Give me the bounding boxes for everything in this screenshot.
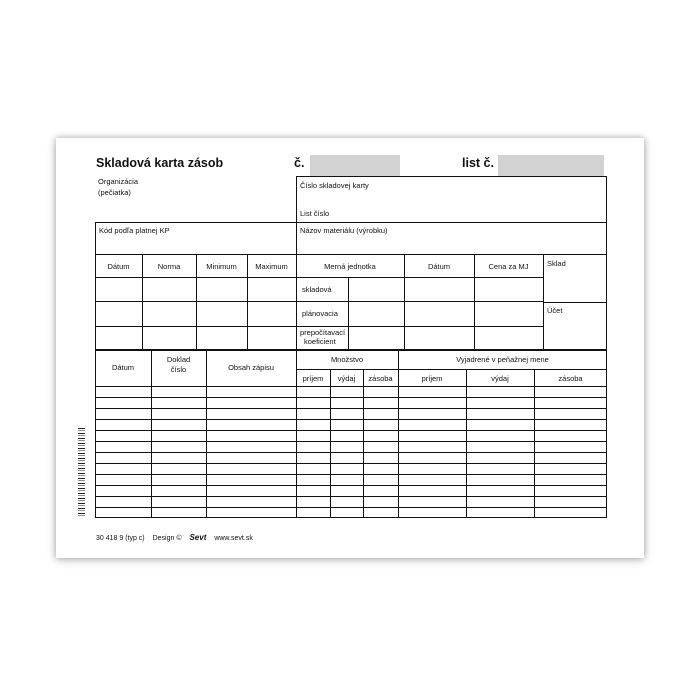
divider [95,277,543,278]
ledger-date-header: Dátum [111,363,135,372]
conversion-coefficient-label [300,328,345,346]
maximum-header: Maximum [255,262,288,271]
divider [95,386,607,387]
account-label: Účet [547,306,563,315]
qty-issue-header: výdaj [337,374,356,383]
number-field[interactable] [310,155,400,176]
table-row [95,419,607,420]
table-row [95,496,607,497]
divider [95,301,543,302]
qty-receipt-header: príjem [302,374,324,383]
warehouse-label: Sklad [547,259,566,268]
entry-content-header: Obsah zápisu [228,363,274,372]
conversion-coefficient-line1: prepočítavací [300,328,346,337]
price-per-unit-header: Cena za MJ [488,262,529,271]
number-label: č. [294,156,305,170]
table-row [95,474,607,475]
value-receipt-header: príjem [421,374,443,383]
value-stock-header: zásoba [558,374,583,383]
table-row [95,452,607,453]
design-label: Design © [152,535,182,542]
sheet-number-field[interactable] [498,155,604,176]
organization-label [98,176,138,198]
table-row [95,408,607,409]
document-number-header-line1: Doklad [166,355,191,364]
qty-stock-header: zásoba [368,374,393,383]
mid-date2-header: Dátum [427,262,451,271]
monetary-value-header: Vyjadrené v peňažnej mene [456,355,549,364]
minimum-header: Minimum [206,262,237,271]
divider [296,369,607,370]
table-row [95,430,607,431]
quantity-header: Množstvo [330,355,364,364]
document-number-header-line2: číslo [170,365,187,374]
planning-unit-label: plánovacia [302,309,338,318]
divider [348,277,349,350]
mid-date-header: Dátum [107,262,130,271]
barcode [78,428,85,518]
inventory-card-form [56,138,644,558]
document-number-header [151,355,206,375]
sheet-number-label: list č. [462,156,494,170]
website-url: www.sevt.sk [214,535,253,542]
storage-unit-label: skladová [302,285,332,294]
table-row [95,397,607,398]
table-row [95,485,607,486]
table-row [95,507,607,508]
conversion-coefficient-line2: koeficient [304,337,336,346]
material-info-frame [95,222,607,350]
divider [296,222,297,255]
organization-label-line2: (pečiatka) [98,188,131,197]
value-issue-header: výdaj [491,374,509,383]
divider [543,302,607,303]
divider [95,254,607,255]
norm-header: Norma [157,262,181,271]
divider [206,350,207,518]
material-name-label: Názov materiálu (výrobku) [300,226,388,235]
unit-header: Merná jednotka [324,262,376,271]
kp-code-label: Kód podľa platnej KP [99,226,170,235]
sheet-number-inner-label: List číslo [300,209,330,218]
organization-label-line1: Organizácia [98,177,139,186]
divider [95,326,543,327]
table-row [95,441,607,442]
footer [96,533,259,542]
form-title: Skladová karta zásob [96,156,224,170]
sevt-logo: Sevt [189,533,207,542]
divider [151,350,152,518]
table-row [95,463,607,464]
form-code: 30 418 9 (typ c) [96,535,145,542]
card-number-label: Číslo skladovej karty [300,181,369,190]
